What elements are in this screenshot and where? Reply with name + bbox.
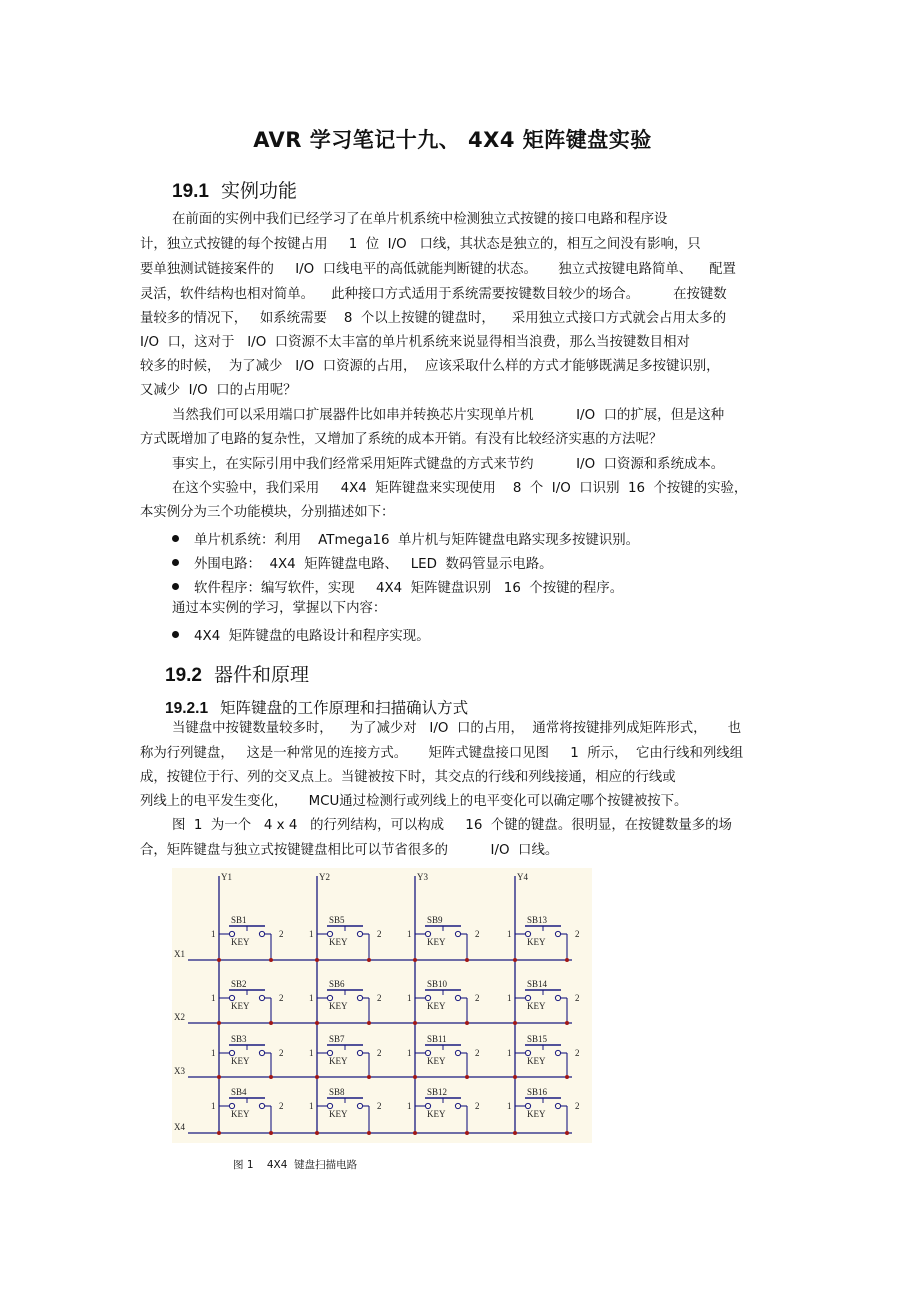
paragraph-line: 本实例分为三个功能模块，分别描述如下： (140, 505, 395, 520)
column-label: Y1 (221, 872, 232, 882)
paragraph-line: 要单独测试链接案件的 I/O 口线电平的高低就能判断键的状态。 独立式按键电路简单、 配置 (140, 262, 736, 277)
pin-1-label: 1 (507, 993, 512, 1003)
junction-node (565, 1075, 569, 1079)
figure-caption: 图 1 4X4 键盘扫描电路 (233, 1159, 358, 1171)
pin-2-label: 2 (475, 1101, 480, 1111)
key-contact-left (229, 1103, 234, 1108)
junction-node (315, 1131, 319, 1135)
section-number: 19.1 (172, 181, 209, 202)
matrix-circuit-diagram (172, 868, 592, 1143)
key-contact-right (555, 1103, 560, 1108)
key-label: SB13 (527, 915, 548, 925)
pin-1-label: 1 (309, 1048, 314, 1058)
key-contact-right (357, 1050, 362, 1055)
paragraph-line: 计，独立式按键的每个按键占用 1 位 I/O 口线，其状态是独立的，相互之间没有影响，只 (140, 237, 701, 252)
junction-node (367, 1131, 371, 1135)
pin-2-label: 2 (279, 929, 284, 939)
key-contact-left (327, 1103, 332, 1108)
key-contact-right (259, 995, 264, 1000)
key-type-label: KEY (329, 1001, 348, 1011)
row-label: X2 (174, 1012, 185, 1022)
junction-node (269, 1021, 273, 1025)
junction-node (269, 1131, 273, 1135)
row-label: X1 (174, 949, 185, 959)
key-contact-left (425, 1103, 430, 1108)
junction-node (217, 958, 221, 962)
pin-2-label: 2 (575, 1101, 580, 1111)
key-contact-right (555, 995, 560, 1000)
pin-2-label: 2 (377, 1101, 382, 1111)
pin-2-label: 2 (279, 1048, 284, 1058)
bullet-dot (172, 535, 179, 542)
junction-node (565, 1021, 569, 1025)
paragraph-line: 成，按键位于行、列的交叉点上。当键被按下时，其交点的行线和列线接通，相应的行线或 (140, 770, 676, 785)
section-title: 器件和原理 (213, 664, 309, 686)
junction-node (413, 958, 417, 962)
key-type-label: KEY (329, 1109, 348, 1119)
key-type-label: KEY (231, 937, 250, 947)
key-type-label: KEY (231, 1056, 250, 1066)
key-label: SB5 (329, 915, 345, 925)
key-label: SB16 (527, 1087, 548, 1097)
pin-1-label: 1 (309, 1101, 314, 1111)
bullet-dot (172, 583, 179, 590)
key-label: SB8 (329, 1087, 345, 1097)
key-contact-right (259, 1050, 264, 1055)
key-contact-left (525, 1103, 530, 1108)
pin-2-label: 2 (279, 1101, 284, 1111)
pin-2-label: 2 (279, 993, 284, 1003)
junction-node (315, 1021, 319, 1025)
pin-1-label: 1 (211, 1101, 216, 1111)
junction-node (513, 1021, 517, 1025)
key-contact-left (229, 931, 234, 936)
paragraph-line: 在前面的实例中我们已经学习了在单片机系统中检测独立式按键的接口电路和程序设 (172, 212, 668, 227)
key-label: SB1 (231, 915, 247, 925)
key-label: SB7 (329, 1034, 345, 1044)
paragraph-line: 灵活，软件结构也相对简单。 此种接口方式适用于系统需要按键数目较少的场合。 在按键数 (140, 287, 727, 302)
key-type-label: KEY (427, 1001, 446, 1011)
paragraph-line: 在这个实验中，我们采用 4X4 矩阵键盘来实现使用 8 个 I/O 口识别 16 个按键的实验， (172, 481, 748, 496)
paragraph-line: 方式既增加了电路的复杂性，又增加了系统的成本开销。有没有比较经济实惠的方法呢？ (140, 432, 663, 447)
key-label: SB10 (427, 979, 448, 989)
pin-1-label: 1 (507, 929, 512, 939)
key-label: SB11 (427, 1034, 447, 1044)
bullet-dot (172, 631, 179, 638)
pin-1-label: 1 (211, 929, 216, 939)
pin-2-label: 2 (475, 993, 480, 1003)
key-type-label: KEY (231, 1001, 250, 1011)
junction-node (217, 1075, 221, 1079)
subsection-heading-19-2-1 (165, 696, 468, 718)
key-contact-left (229, 995, 234, 1000)
junction-node (413, 1021, 417, 1025)
section-heading-19-1 (172, 176, 297, 203)
key-label: SB4 (231, 1087, 247, 1097)
pin-1-label: 1 (211, 993, 216, 1003)
junction-node (367, 958, 371, 962)
paragraph-line: 量较多的情况下， 如系统需要 8 个以上按键的键盘时， 采用独立式接口方式就会占用太多的 (140, 311, 727, 326)
pin-1-label: 1 (407, 1048, 412, 1058)
key-contact-left (525, 931, 530, 936)
section-number: 19.2 (165, 665, 202, 686)
paragraph-line: 当键盘中按键数量较多时， 为了减少对 I/O 口的占用， 通常将按键排列成矩阵形式， 也 (172, 721, 742, 736)
pin-2-label: 2 (377, 1048, 382, 1058)
pin-2-label: 2 (475, 1048, 480, 1058)
pin-1-label: 1 (309, 929, 314, 939)
junction-node (465, 1131, 469, 1135)
bullet-item: 单片机系统：利用 ATmega16 单片机与矩阵键盘电路实现多按键识别。 (172, 529, 639, 548)
bullet-dot (172, 559, 179, 566)
paragraph-line: 列线上的电平发生变化， MCU通过检测行或列线上的电平变化可以确定哪个按键被按下。 (140, 794, 688, 809)
pin-1-label: 1 (407, 929, 412, 939)
junction-node (269, 1075, 273, 1079)
paragraph-line: 又减少 I/O 口的占用呢？ (140, 383, 297, 398)
column-label: Y3 (417, 872, 428, 882)
key-label: SB6 (329, 979, 345, 989)
key-contact-left (525, 995, 530, 1000)
junction-node (565, 1131, 569, 1135)
key-contact-right (357, 995, 362, 1000)
key-contact-right (555, 1050, 560, 1055)
key-type-label: KEY (527, 937, 546, 947)
column-label: Y2 (319, 872, 330, 882)
key-label: SB3 (231, 1034, 247, 1044)
row-label: X3 (174, 1066, 185, 1076)
row-label: X4 (174, 1122, 185, 1132)
key-label: SB2 (231, 979, 247, 989)
pin-2-label: 2 (575, 929, 580, 939)
junction-node (367, 1021, 371, 1025)
paragraph-line: 当然我们可以采用端口扩展器件比如串并转换芯片实现单片机 I/O 口的扩展，但是这种 (172, 408, 725, 423)
junction-node (217, 1021, 221, 1025)
paragraph-line: 图 1 为一个 4 x 4 的行列结构，可以构成 16 个键的键盘。很明显，在按键数量多的场 (172, 818, 732, 833)
key-type-label: KEY (427, 1109, 446, 1119)
subsection-title: 矩阵键盘的工作原理和扫描确认方式 (220, 699, 469, 717)
junction-node (413, 1131, 417, 1135)
key-label: SB9 (427, 915, 443, 925)
key-contact-left (525, 1050, 530, 1055)
key-contact-right (455, 995, 460, 1000)
key-contact-left (327, 931, 332, 936)
junction-node (565, 958, 569, 962)
column-label: Y4 (517, 872, 528, 882)
key-contact-right (455, 931, 460, 936)
pin-2-label: 2 (475, 929, 480, 939)
paragraph-line: 事实上，在实际引用中我们经常采用矩阵式键盘的方式来节约 I/O 口资源和系统成本。 (172, 457, 725, 472)
key-label: SB14 (527, 979, 548, 989)
pin-1-label: 1 (309, 993, 314, 1003)
key-type-label: KEY (527, 1109, 546, 1119)
key-contact-left (425, 995, 430, 1000)
key-contact-left (229, 1050, 234, 1055)
bullet-item: 4X4 矩阵键盘的电路设计和程序实现。 (172, 625, 430, 644)
paragraph-line: 较多的时候， 为了减少 I/O 口资源的占用， 应该采取什么样的方式才能够既满足多按键识别， (140, 359, 720, 374)
junction-node (465, 1021, 469, 1025)
key-contact-right (259, 931, 264, 936)
pin-1-label: 1 (407, 1101, 412, 1111)
junction-node (465, 1075, 469, 1079)
junction-node (315, 958, 319, 962)
key-type-label: KEY (527, 1001, 546, 1011)
key-contact-right (357, 931, 362, 936)
key-type-label: KEY (527, 1056, 546, 1066)
key-contact-right (259, 1103, 264, 1108)
junction-node (413, 1075, 417, 1079)
pin-1-label: 1 (507, 1048, 512, 1058)
pin-1-label: 1 (407, 993, 412, 1003)
pin-1-label: 1 (211, 1048, 216, 1058)
subsection-number: 19.2.1 (165, 700, 209, 717)
key-type-label: KEY (329, 1056, 348, 1066)
section-heading-19-2 (165, 660, 309, 687)
key-label: SB12 (427, 1087, 448, 1097)
key-label: SB15 (527, 1034, 548, 1044)
bullet-item: 软件程序：编写软件，实现 4X4 矩阵键盘识别 16 个按键的程序。 (172, 577, 623, 596)
pin-2-label: 2 (377, 993, 382, 1003)
key-contact-right (455, 1050, 460, 1055)
section-title: 实例功能 (220, 180, 297, 202)
junction-node (217, 1131, 221, 1135)
junction-node (513, 1131, 517, 1135)
paragraph-line: 合，矩阵键盘与独立式按键键盘相比可以节省很多的 I/O 口线。 (140, 843, 559, 858)
bullet-item: 外围电路： 4X4 矩阵键盘电路、 LED 数码管显示电路。 (172, 553, 553, 572)
junction-node (315, 1075, 319, 1079)
keyboard-matrix-figure (172, 868, 592, 1143)
pin-2-label: 2 (377, 929, 382, 939)
junction-node (513, 958, 517, 962)
key-type-label: KEY (427, 1056, 446, 1066)
pin-2-label: 2 (575, 1048, 580, 1058)
key-contact-left (425, 1050, 430, 1055)
junction-node (465, 958, 469, 962)
junction-node (367, 1075, 371, 1079)
key-contact-right (455, 1103, 460, 1108)
junction-node (269, 958, 273, 962)
junction-node (513, 1075, 517, 1079)
key-type-label: KEY (427, 937, 446, 947)
pin-1-label: 1 (507, 1101, 512, 1111)
key-contact-left (327, 995, 332, 1000)
paragraph-line: 通过本实例的学习，掌握以下内容： (172, 601, 387, 616)
key-type-label: KEY (231, 1109, 250, 1119)
pin-2-label: 2 (575, 993, 580, 1003)
key-type-label: KEY (329, 937, 348, 947)
paragraph-line: 称为行列键盘， 这是一种常见的连接方式。 矩阵式键盘接口见图 1 所示， 它由行线和列线组 (140, 746, 744, 761)
key-contact-left (425, 931, 430, 936)
key-contact-right (357, 1103, 362, 1108)
paragraph-line: I/O 口，这对于 I/O 口资源不太丰富的单片机系统来说显得相当浪费，那么当按键数目相对 (140, 335, 690, 350)
page-title: AVR 学习笔记十九、 4X4 矩阵键盘实验 (253, 128, 652, 152)
key-contact-right (555, 931, 560, 936)
key-contact-left (327, 1050, 332, 1055)
